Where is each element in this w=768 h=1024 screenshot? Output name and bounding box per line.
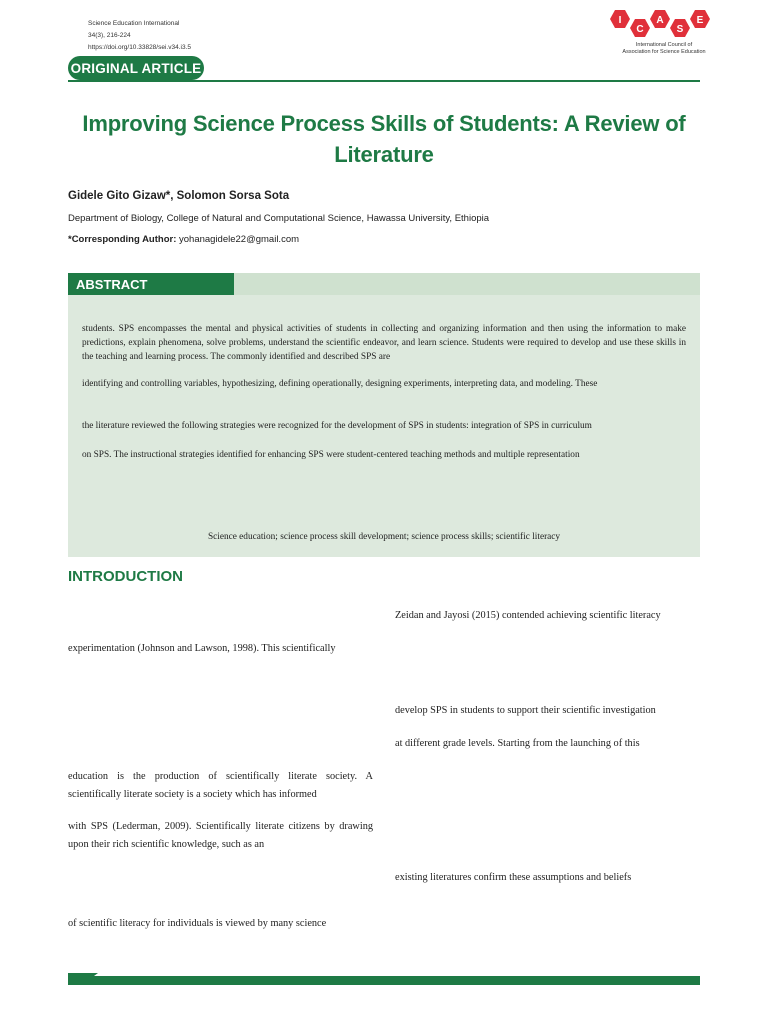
right-col-fragment-1: Zeidan and Jayosi (2015) contended achieving scientific literacy (395, 610, 661, 621)
article-title: Improving Science Process Skills of Students: A Review of Literature (82, 111, 686, 167)
article-type-badge: ORIGINAL ARTICLE (68, 56, 204, 80)
abstract-paragraph-1: students. SPS encompasses the mental and physical activities of students in collecting and organizing information and then using the information to make predictions, explain phenomena, solve problems, understand the scientific endeavor, and learn science. Students were required to develop and use these skills in the teaching and learning process. The commonly identified and described SPS are (82, 324, 686, 362)
corresponding-email[interactable]: yohanagidele22@gmail.com (179, 234, 300, 245)
keywords: Science education; science process skill development; science process skills; scientific literacy (207, 532, 561, 542)
right-col-fragment-2: develop SPS in students to support their scientific investigation (395, 705, 656, 716)
left-col-fragment-1: experimentation (Johnson and Lawson, 1998). This scientifically (68, 643, 336, 654)
abstract-paragraph-4: on SPS. The instructional strategies identified for enhancing SPS were student-centered teaching methods and multiple representation (82, 450, 580, 460)
affiliation: Department of Biology, College of Natural and Computational Science, Hawassa University, Ethiopia (68, 213, 490, 224)
logo-caption (612, 42, 716, 56)
left-col-fragment-3: with SPS (Lederman, 2009). Scientifically literate citizens by drawing upon their rich scientific knowledge, such as an (68, 821, 373, 850)
footer-stripe (68, 973, 700, 985)
abstract-box (68, 273, 700, 557)
right-col-fragment-3: at different grade levels. Starting from the launching of this (395, 738, 640, 749)
logo-caption-line1: International Council of (635, 42, 693, 48)
logo-letter-c: C (636, 24, 644, 35)
doi-link[interactable]: https://doi.org/10.33828/sei.v34.i3.5 (88, 44, 191, 51)
left-col-fragment-4: of scientific literacy for individuals is viewed by many science (68, 918, 327, 929)
abstract-header-band (234, 273, 700, 295)
right-col-fragment-4: existing literatures confirm these assumptions and beliefs (395, 872, 632, 883)
logo-letter-s: S (676, 24, 684, 35)
journal-volume: 34(3), 216-224 (88, 32, 131, 39)
logo-letter-e: E (696, 15, 704, 26)
logo-letter-i: I (618, 15, 622, 26)
author-list: Gidele Gito Gizaw*, Solomon Sorsa Sota (68, 190, 290, 202)
introduction-heading: INTRODUCTION (68, 568, 183, 585)
abstract-paragraph-3: the literature reviewed the following strategies were recognized for the development of SPS in students: integration of SPS in curriculum (82, 421, 592, 431)
abstract-heading: ABSTRACT (68, 273, 234, 295)
abstract-paragraph-2: identifying and controlling variables, hypothesizing, defining operationally, designing experiments, interpreting data, and modeling. These (82, 379, 598, 389)
corresponding-label: *Corresponding Author: (68, 234, 177, 245)
journal-info (88, 18, 191, 54)
logo-caption-line2: Association for Science Education (622, 49, 706, 55)
logo-letter-a: A (656, 15, 664, 26)
journal-name: Science Education International (88, 20, 180, 27)
left-col-fragment-2: education is the production of scientifically literate society. A scientifically literate society is a society which has informed (68, 771, 373, 800)
header-rule (68, 80, 700, 82)
icase-logo-mark (606, 6, 726, 46)
corresponding-author (68, 234, 299, 245)
